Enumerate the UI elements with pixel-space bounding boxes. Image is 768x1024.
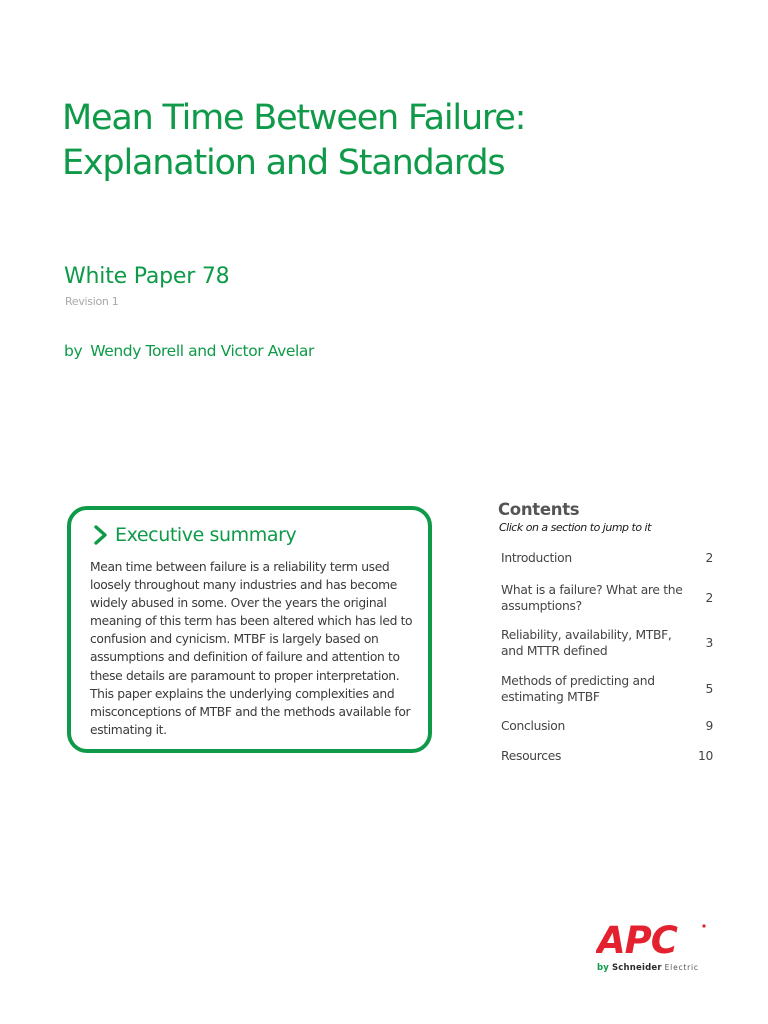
apc-logo [596,921,708,979]
executive-summary-heading [91,524,296,546]
apc-tag-schneider: Schneider [611,963,662,973]
toc-item-page: 9 [705,719,713,733]
apc-tag-by: by [597,963,610,973]
toc-item-page: 10 [697,749,713,763]
toc-item-conclusion[interactable] [501,718,713,734]
toc-item-label: Introduction [501,551,572,565]
executive-summary-text: Mean time between failure is a reliability term used loosely throughout many industries and has become widely abused in some. Over the years the original meaning of this term has been altered which has led to confusion and cynicism. MTBF is largely based on assumptions and definition of failure and attention to these details are paramount to proper interpretation. This paper explains the underlying complexities and misconceptions of MTBF and the methods available for estimating it. [90,560,413,737]
executive-summary-title: Executive summary [115,524,297,546]
toc-item-page: 2 [705,551,713,565]
contents-subtitle: Click on a section to jump to it [499,521,651,534]
toc-item-reliability-defined[interactable] [501,627,713,659]
title-line-2: Explanation and Standards [62,143,505,183]
toc-item-label: Methods of predicting and estimating MTBF [501,674,655,704]
apc-tagline [597,963,699,973]
apc-wordmark-text: APC [597,921,677,957]
toc-item-page: 3 [705,636,713,650]
toc-item-page: 2 [705,591,713,605]
white-paper-number: White Paper 78 [64,264,230,289]
apc-wordmark [596,921,708,957]
authors-line [64,342,314,360]
toc-item-page: 5 [705,682,713,696]
revision-label: Revision 1 [65,295,119,308]
toc-item-label: Conclusion [501,719,566,733]
toc-item-what-is-a-failure[interactable] [501,582,713,614]
authors-by: by [64,342,83,360]
toc-item-label: Reliability, availability, MTBF, and MTTR defined [501,628,672,658]
chevron-right-icon [91,524,111,546]
toc-item-methods[interactable] [501,673,713,705]
toc-item-resources[interactable] [501,748,713,764]
contents-title: Contents [498,500,580,519]
executive-summary-box [67,506,432,753]
apc-tag-electric: Electric [664,963,699,972]
toc-item-label: What is a failure? What are the assumptions? [501,583,683,613]
toc-item-label: Resources [501,749,562,763]
authors-names: Wendy Torell and Victor Avelar [90,342,314,360]
page-title [62,96,525,186]
toc-item-introduction[interactable] [501,550,713,566]
title-line-1: Mean Time Between Failure: [62,98,526,138]
